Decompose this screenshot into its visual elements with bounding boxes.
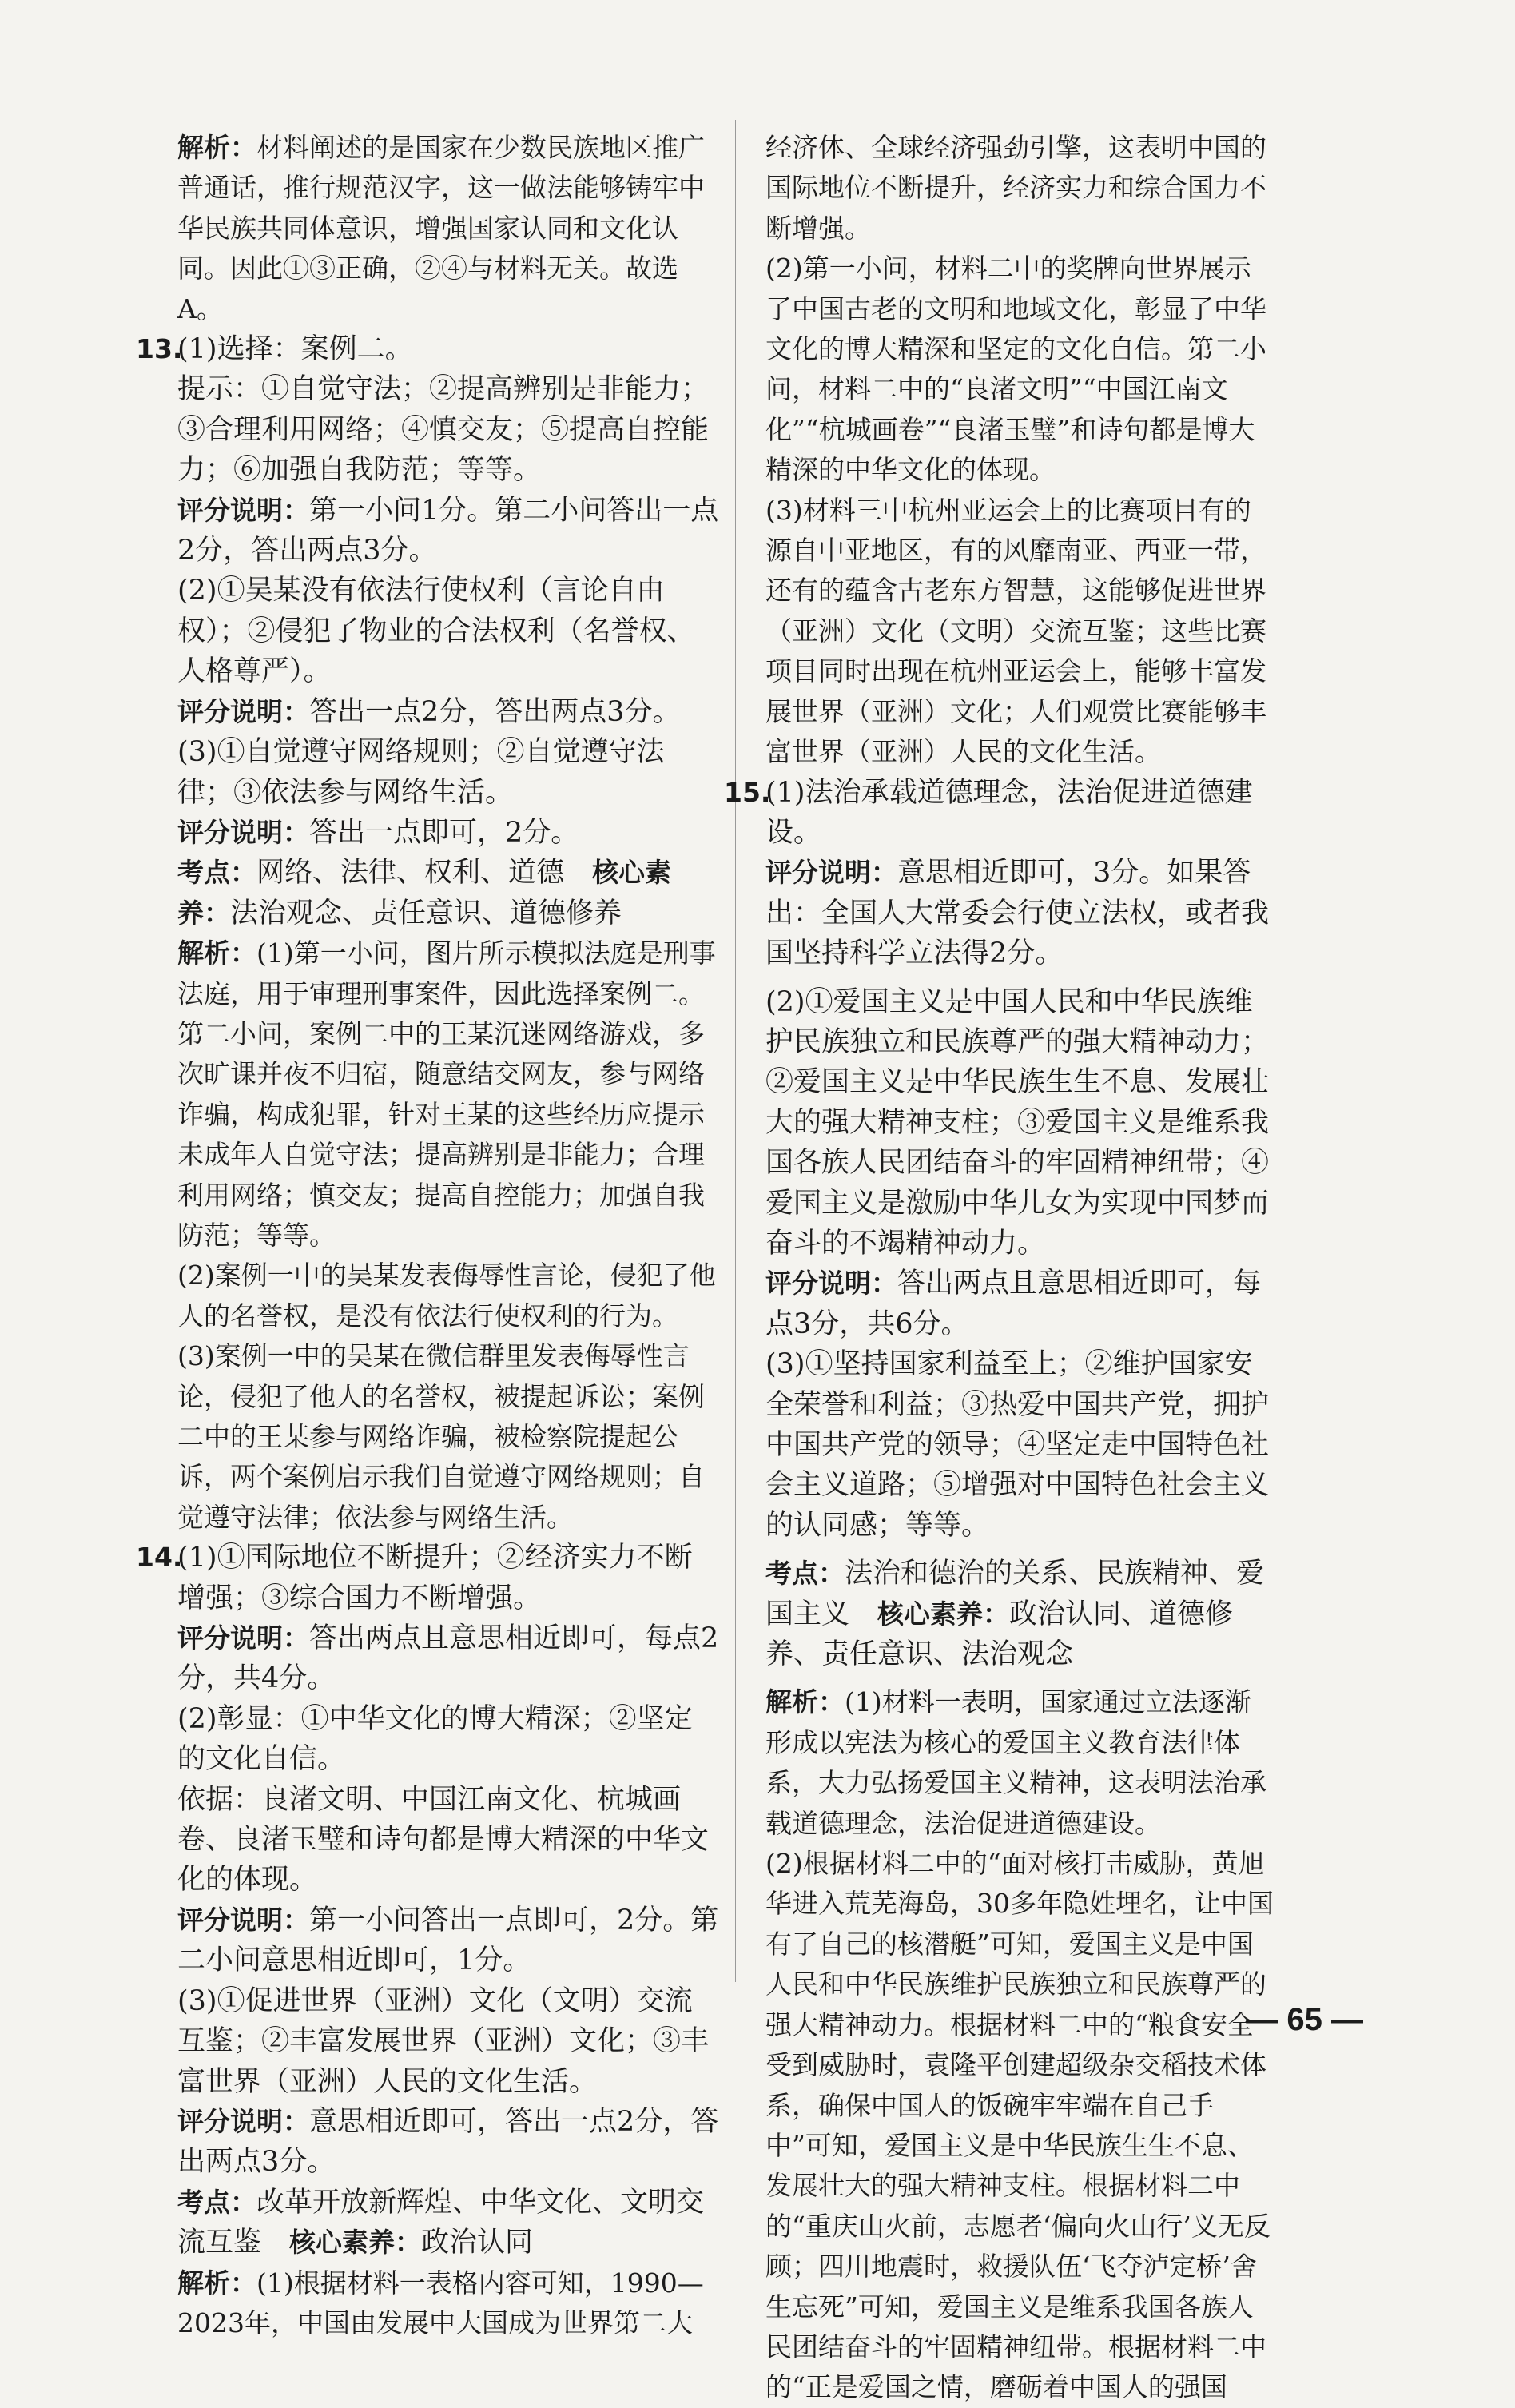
key-points: 考点：改革开放新辉煌、中华文化、文明交流互鉴 核心素养：政治认同 bbox=[177, 2186, 705, 2259]
score-note: 评分说明：意思相近即可，答出一点2分，答出两点3分。 bbox=[177, 2105, 719, 2179]
analysis-14: 解析：(1)根据材料一表格内容可知，1990—2023年，中国由发展中大国成为世界第二大 bbox=[177, 2267, 704, 2338]
question-13: 13. (1)选择：案例二。 提示：①自觉守法；②提高辨别是非能力；③合理利用网络；④慎交友；⑤提高自控能力；⑥加强自我防范；等等。 评分说明：第一小问1分。第二小问答出一点2分，答出两点3分。 (2)①吴某没有依法行使权利（言论自由权）；②侵犯了物业的合法权利（名誉权、人格尊严）。 评分说明：答出一点2分，答出两点3分。 (3)①自觉遵守网络规则；②自觉遵守法律；③依法参与网络生活。 评分说明：答出一点即可，2分。 考点：网络、法律、权利、道德 核心素养：法治观念、责任意识、道德修养 解析：(1)第一小问，图片所示模拟法庭是刑事法庭，用于审理刑事案件，因此选择案例二。第二小问，案例二中的王某沉迷网络游戏，多次旷课并夜不归宿，随意结交网友，参与网络诈骗，构成犯罪，针对王某的这些经历应提示未成年人自觉守法；提高辨别是非能力；合理利用网络；慎交友；提高自控能力；加强自我防范；等等。 (2)案例一中的吴某发表侮辱性言论，侵犯了他人的名誉权，是没有依法行使权利的行为。 (3)案例一中的吴某在微信群里发表侮辱性言论，侵犯了他人的名誉权，被提起诉讼；案例二中的王某参与网络诈骗，被检察院提起公诉，两个案例启示我们自觉遵守网络规则；自觉遵守法律；依法参与网络生活。 bbox=[177, 329, 719, 1538]
score-note: 评分说明：第一小问答出一点即可，2分。第二小问意思相近即可，1分。 bbox=[177, 1904, 719, 1977]
score-note: 评分说明：答出一点即可，2分。 bbox=[177, 816, 579, 849]
analysis-15: 解析：(1)材料一表明，国家通过立法逐渐形成以宪法为核心的爱国主义教育法律体系，大力弘扬爱国主义精神，这表明法治承载道德理念，法治促进道德建设。 bbox=[765, 1686, 1266, 1839]
right-column: 经济体、全球经济强劲引擎，这表明中国的国际地位不断提升，经济实力和综合国力不断增强。 (2)第一小问，材料二中的奖牌向世界展示了中国古老的文明和地域文化，彰显了中华文化的博大精深和坚定的文化自信。第二小问，材料二中的“良渚文明”“中国江南文化”“杭城画卷”“良渚玉璧”和诗句都是博大精深的中华文化的体现。 (3)材料三中杭州亚运会上的比赛项目有的源自中亚地区，有的风靡南亚、西亚一带，还有的蕴含古老东方智慧，这能够促进世界（亚洲）文化（文明）交流互鉴；这些比赛项目同时出现在杭州亚运会上，能够丰富发展世界（亚洲）文化；人们观赏比赛能够丰富世界（亚洲）人民的文化生活。 15. (1)法治承载道德理念，法治促进道德建设。 评分说明：意思相近即可，3分。如果答出：全国人大常委会行使立法权，或者我国坚持科学立法得2分。 (2)①爱国主义是中国人民和中华民族维护民族独立和民族尊严的强大精神动力；②爱国主义是中华民族生生不息、发展壮大的强大精神支柱；③爱国主义是维系我国各族人民团结奋斗的牢固精神纽带；④爱国主义是激励中华儿女为实现中国梦而奋斗的不竭精神动力。 评分说明：答出两点且意思相近即可，每点3分，共6分。 (3)①坚持国家利益至上；②维护国家安全荣誉和利益；③热爱中国共产党，拥护中国共产党的领导；④坚定走中国特色社会主义道路；⑤增强对中国特色社会主义的认同感；等等。 考点：法治和德治的关系、民族精神、爱国主义 核心素养：政治认同、道德修养、责任意识、法治观念 解析：(1)材料一表明，国家通过立法逐渐形成以宪法为核心的爱国主义教育法律体系，大力弘扬爱国主义精神，这表明法治承载道德理念，法治促进道德建设。 (2)根据材料二中的“面对核打击威胁，黄旭华进入荒芜海岛，30多年隐姓埋名，让中国有了自己的核潜艇”可知，爱国主义是中国人民和中华民族维护民族独立和民族尊严的强大精神动力。根据材料二中的“粮食安全受到威胁时，袁隆平创建超级杂交稻技术体系，确保中国人的饭碗牢牢端在自己手中”可知，爱国主义是中华民族生生不息、发展壮大的强大精神支柱。根据材料二中的“重庆山火前，志愿者‘偏向火山行’义无反顾；四川地震时，救援队伍‘飞夺泸定桥’舍生忘死”可知，爱国主义是维系我国各族人民团结奋斗的牢固精神纽带。根据材料二中的“正是爱国之情，磨砺着中国人的强国 bbox=[765, 128, 1274, 2408]
page-number: — 65 — bbox=[1246, 2002, 1363, 2037]
analysis-13: 解析：(1)第一小问，图片所示模拟法庭是刑事法庭，用于审理刑事案件，因此选择案例二。第二小问，案例二中的王某沉迷网络游戏，多次旷课并夜不归宿，随意结交网友，参与网络诈骗，构成犯罪，针对王某的这些经历应提示未成年人自觉守法；提高辨别是非能力；合理利用网络；慎交友；提高自控能力；加强自我防范；等等。 bbox=[177, 937, 716, 1251]
score-note: 评分说明：意思相近即可，3分。如果答出：全国人大常委会行使立法权，或者我国坚持科学立法得2分。 bbox=[765, 857, 1270, 970]
analysis-12: 解析：材料阐述的是国家在少数民族地区推广普通话，推行规范汉字，这一做法能够铸牢中华民族共同体意识，增强国家认同和文化认同。因此①③正确，②④与材料无关。故选A。 bbox=[177, 132, 705, 324]
question-14: 14. (1)①国际地位不断提升；②经济实力不断增强；③综合国力不断增强。 评分说明：答出两点且意思相近即可，每点2分，共4分。 (2)彰显：①中华文化的博大精深；②坚定的文化自信。 依据：良渚文明、中国江南文化、杭城画卷、良渚玉璧和诗句都是博大精深的中华文化的体现。 评分说明：第一小问答出一点即可，2分。第二小问意思相近即可，1分。 (3)①促进世界（亚洲）文化（文明）交流互鉴；②丰富发展世界（亚洲）文化；③丰富世界（亚洲）人民的文化生活。 评分说明：意思相近即可，答出一点2分，答出两点3分。 考点：改革开放新辉煌、中华文化、文明交流互鉴 核心素养：政治认同 解析：(1)根据材料一表格内容可知，1990—2023年，中国由发展中大国成为世界第二大 bbox=[177, 1538, 719, 2343]
left-column bbox=[136, 128, 719, 2343]
question-number-13: 13. bbox=[136, 333, 183, 365]
score-note: 评分说明：答出两点且意思相近即可，每点3分，共6分。 bbox=[765, 1268, 1262, 1340]
question-15: 15. (1)法治承载道德理念，法治促进道德建设。 评分说明：意思相近即可，3分。如果答出：全国人大常委会行使立法权，或者我国坚持科学立法得2分。 (2)①爱国主义是中国人民和中华民族维护民族独立和民族尊严的强大精神动力；②爱国主义是中华民族生生不息、发展壮大的强大精神支柱；③爱国主义是维系我国各族人民团结奋斗的牢固精神纽带；④爱国主义是激励中华儿女为实现中国梦而奋斗的不竭精神动力。 评分说明：答出两点且意思相近即可，每点3分，共6分。 (3)①坚持国家利益至上；②维护国家安全荣誉和利益；③热爱中国共产党，拥护中国共产党的领导；④坚定走中国特色社会主义道路；⑤增强对中国特色社会主义的认同感；等等。 考点：法治和德治的关系、民族精神、爱国主义 核心素养：政治认同、道德修养、责任意识、法治观念 解析：(1)材料一表明，国家通过立法逐渐形成以宪法为核心的爱国主义教育法律体系，大力弘扬爱国主义精神，这表明法治承载道德理念，法治促进道德建设。 (2)根据材料二中的“面对核打击威胁，黄旭华进入荒芜海岛，30多年隐姓埋名，让中国有了自己的核潜艇”可知，爱国主义是中国人民和中华民族维护民族独立和民族尊严的强大精神动力。根据材料二中的“粮食安全受到威胁时，袁隆平创建超级杂交稻技术体系，确保中国人的饭碗牢牢端在自己手中”可知，爱国主义是中华民族生生不息、发展壮大的强大精神支柱。根据材料二中的“重庆山火前，志愿者‘偏向火山行’义无反顾；四川地震时，救援队伍‘飞夺泸定桥’舍生忘死”可知，爱国主义是维系我国各族人民团结奋斗的牢固精神纽带。根据材料二中的“正是爱国之情，磨砺着中国人的强国 bbox=[765, 773, 1274, 2408]
score-note: 评分说明：答出一点2分，答出两点3分。 bbox=[177, 695, 681, 728]
column-divider bbox=[735, 120, 736, 1982]
key-points: 考点：法治和德治的关系、民族精神、爱国主义 核心素养：政治认同、道德修养、责任意识、法治观念 bbox=[765, 1558, 1265, 1671]
question-number-15: 15. bbox=[724, 776, 771, 808]
score-note: 评分说明：第一小问1分。第二小问答出一点2分，答出两点3分。 bbox=[177, 494, 719, 567]
key-points: 考点：网络、法律、权利、道德 核心素养：法治观念、责任意识、道德修养 bbox=[177, 857, 672, 929]
question-number-14: 14. bbox=[136, 1542, 183, 1574]
score-note: 评分说明：答出两点且意思相近即可，每点2分，共4分。 bbox=[177, 1622, 719, 1695]
